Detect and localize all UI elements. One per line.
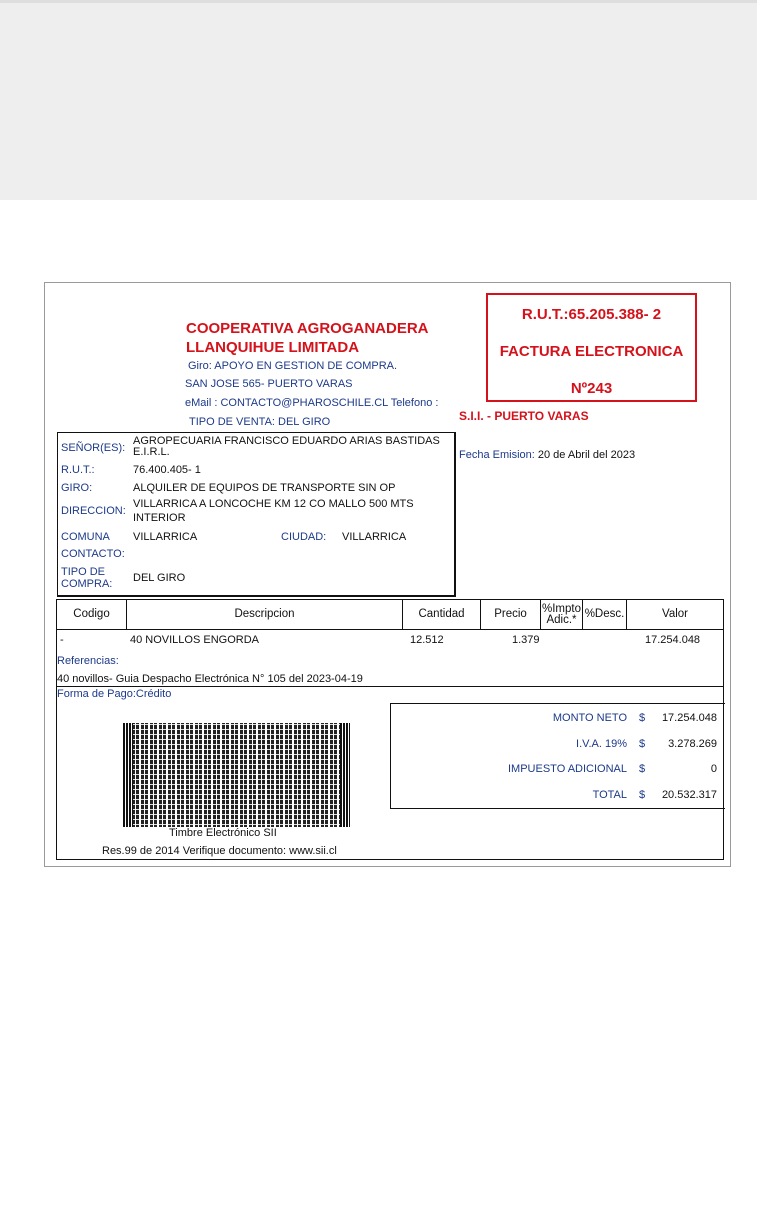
client-giro-value: ALQUILER DE EQUIPOS DE TRANSPORTE SIN OP (133, 482, 396, 494)
client-tipo-compra-label-2: COMPRA: (61, 578, 113, 590)
invoice-header-box (486, 293, 697, 402)
col-header-impto-line1: %Impto (542, 602, 581, 615)
col-header-impto-line2: Adic.* (546, 613, 577, 626)
issuer-email: eMail : CONTACTO@PHAROSCHILE.CL Telefono : (185, 397, 439, 409)
top-divider (0, 0, 757, 3)
col-header-impto (541, 600, 583, 629)
row-valor: 17.254.048 (645, 634, 701, 646)
pdf417-barcode (123, 723, 350, 827)
row-cantidad: 12.512 (410, 634, 444, 646)
row-descripcion: 40 NOVILLOS ENGORDA (130, 634, 259, 646)
col-header-descripcion: Descripcion (127, 600, 403, 629)
adicional-currency: $ (639, 763, 646, 775)
issuer-sale-type: TIPO DE VENTA: DEL GIRO (189, 416, 331, 428)
stamp-caption: Timbre Electrónico SII (169, 827, 277, 839)
total-currency: $ (639, 789, 646, 801)
invoice-number: Nº243 (570, 380, 613, 397)
adicional-value: 0 (710, 763, 717, 775)
issuer-name-line2: LLANQUIHUE LIMITADA (186, 339, 360, 356)
payment-method: Forma de Pago:Crédito (57, 688, 172, 700)
neto-label: MONTO NETO (552, 712, 627, 724)
col-header-precio: Precio (481, 600, 541, 629)
neto-currency: $ (639, 712, 646, 724)
client-ciudad-value: VILLARRICA (342, 531, 407, 543)
client-comuna-label: COMUNA (61, 531, 110, 543)
client-rut-value: 76.400.405- 1 (133, 464, 201, 476)
row-codigo: - (60, 634, 64, 646)
issuer-name-line1: COOPERATIVA AGROGANADERA (186, 320, 429, 337)
client-comuna-value: VILLARRICA (133, 531, 198, 543)
stamp-note: Res.99 de 2014 Verifique documento: www.sii.cl (102, 845, 337, 857)
col-header-valor: Valor (662, 608, 688, 620)
invoice-document (44, 282, 731, 867)
senor-line2: E.I.R.L. (133, 446, 170, 458)
col-header-cantidad: Cantidad (403, 600, 481, 629)
screen-top-band (0, 0, 757, 200)
iva-value: 3.278.269 (668, 738, 717, 750)
client-direccion-label: DIRECCION: (61, 505, 126, 517)
issue-date (459, 449, 635, 461)
total-value: 20.532.317 (661, 789, 717, 801)
issuer-giro: Giro: APOYO EN GESTION DE COMPRA. (188, 360, 398, 372)
client-direccion-line1: VILLARRICA A LONCOCHE KM 12 CO MALLO 500 MTS (133, 498, 414, 510)
iva-currency: $ (639, 738, 646, 750)
items-table (56, 599, 724, 860)
issue-date-label: Fecha Emision: (459, 449, 535, 461)
senor-label: SEÑOR(ES): (61, 442, 126, 454)
totals-box (390, 703, 725, 809)
issuer-name (186, 319, 429, 357)
client-direccion-line2: INTERIOR (133, 512, 186, 524)
issuer-address: SAN JOSE 565- PUERTO VARAS (185, 378, 353, 390)
client-tipo-compra-label-1: TIPO DE (61, 566, 106, 578)
neto-value: 17.254.048 (661, 712, 717, 724)
client-giro-label: GIRO: (61, 482, 93, 494)
client-info-box (57, 432, 456, 597)
client-rut-label: R.U.T.: (61, 464, 95, 476)
total-label: TOTAL (592, 789, 627, 801)
issue-date-value: 20 de Abril del 2023 (537, 449, 636, 461)
header-divider (57, 629, 723, 630)
references-divider (57, 686, 723, 687)
row-precio: 1.379 (512, 634, 540, 646)
references-label: Referencias: (57, 655, 119, 667)
iva-label: I.V.A. 19% (576, 738, 627, 750)
col-header-desc: %Desc. (583, 600, 627, 629)
senor-line1: AGROPECUARIA FRANCISCO EDUARDO ARIAS BASTIDAS (133, 435, 440, 447)
client-contacto-label: CONTACTO: (61, 548, 125, 560)
issuer-rut: R.U.T.:65.205.388- 2 (521, 306, 662, 323)
references-text: 40 novillos- Guia Despacho Electrónica N° 105 del 2023-04-19 (57, 673, 363, 685)
client-tipo-compra-value: DEL GIRO (133, 572, 186, 584)
adicional-label: IMPUESTO ADICIONAL (508, 763, 627, 775)
col-header-codigo: Codigo (57, 600, 127, 629)
sii-office: S.I.I. - PUERTO VARAS (459, 409, 589, 423)
client-ciudad-label: CIUDAD: (281, 531, 327, 543)
document-type: FACTURA ELECTRONICA (499, 343, 684, 360)
